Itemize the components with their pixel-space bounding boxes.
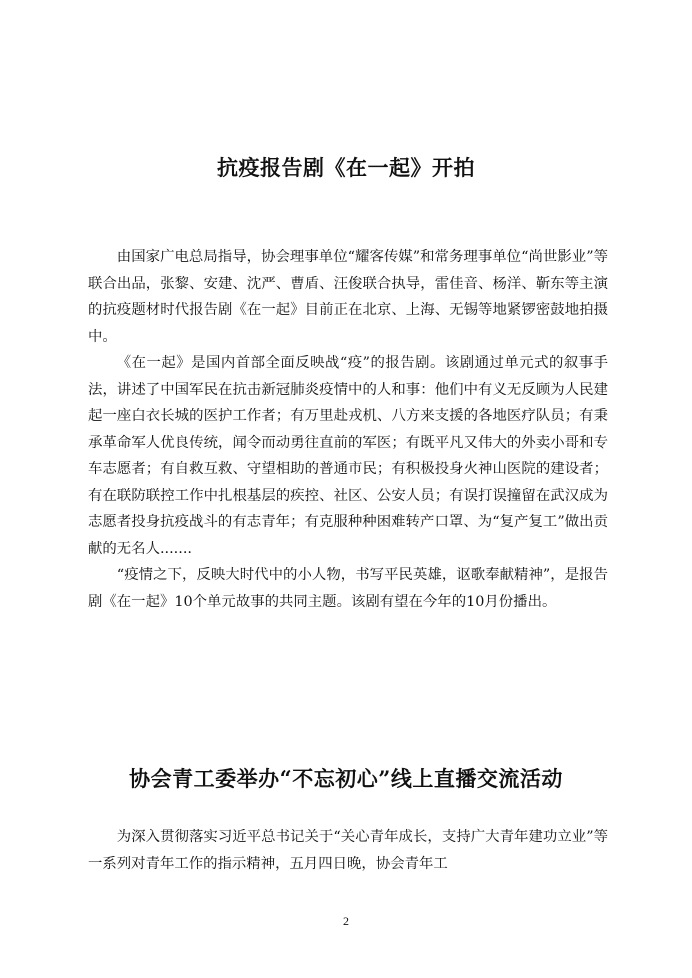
paragraph: 为深入贯彻落实习近平总书记关于“关心青年成长，支持广大青年建功立业”等一系列对青年工作的指示精神，五月四日晚，协会青年工 <box>88 829 608 872</box>
paragraph: 由国家广电总局指导，协会理事单位“耀客传媒”和常务理事单位“尚世影业”等联合出品，张黎、安建、沈严、曹盾、汪俊联合执导，雷佳音、杨洋、靳东等主演的抗疫题材时代报告剧《在一起》目前正在北京、上海、无锡等地紧锣密鼓地拍摄中。 <box>88 249 608 345</box>
page-number: 2 <box>343 914 349 928</box>
article-title: 抗疫报告剧《在一起》开拍 <box>217 155 475 180</box>
paragraph: 《在一起》是国内首部全面反映战“疫”的报告剧。该剧通过单元式的叙事手法，讲述了中国军民在抗击新冠肺炎疫情中的人和事：他们中有义无反顾为人民建起一座白衣长城的医护工作者；有万里赴戎机、八方来支援的各地医疗队员；有秉承革命军人优良传统，闻令而动勇往直前的军医；有既平凡又伟大的外卖小哥和专车志愿者；有自救互救、守望相助的普通市民；有积极投身火神山医院的建设者；有在联防联控工作中扎根基层的疾控、社区、公安人员；有误打误撞留在武汉成为志愿者投身抗疫战斗的有志青年；有克服种种困难转产口罩、为“复产复工”做出贡献的无名人....... <box>88 355 608 557</box>
article-body <box>88 824 608 877</box>
paragraph: “疫情之下，反映大时代中的小人物，书写平民英雄，讴歌奉献精神”，是报告剧《在一起》10个单元故事的共同主题。该剧有望在今年的10月份播出。 <box>88 567 608 610</box>
article-body <box>88 244 608 615</box>
article-title: 协会青工委举办“不忘初心”线上直播交流活动 <box>129 766 563 791</box>
